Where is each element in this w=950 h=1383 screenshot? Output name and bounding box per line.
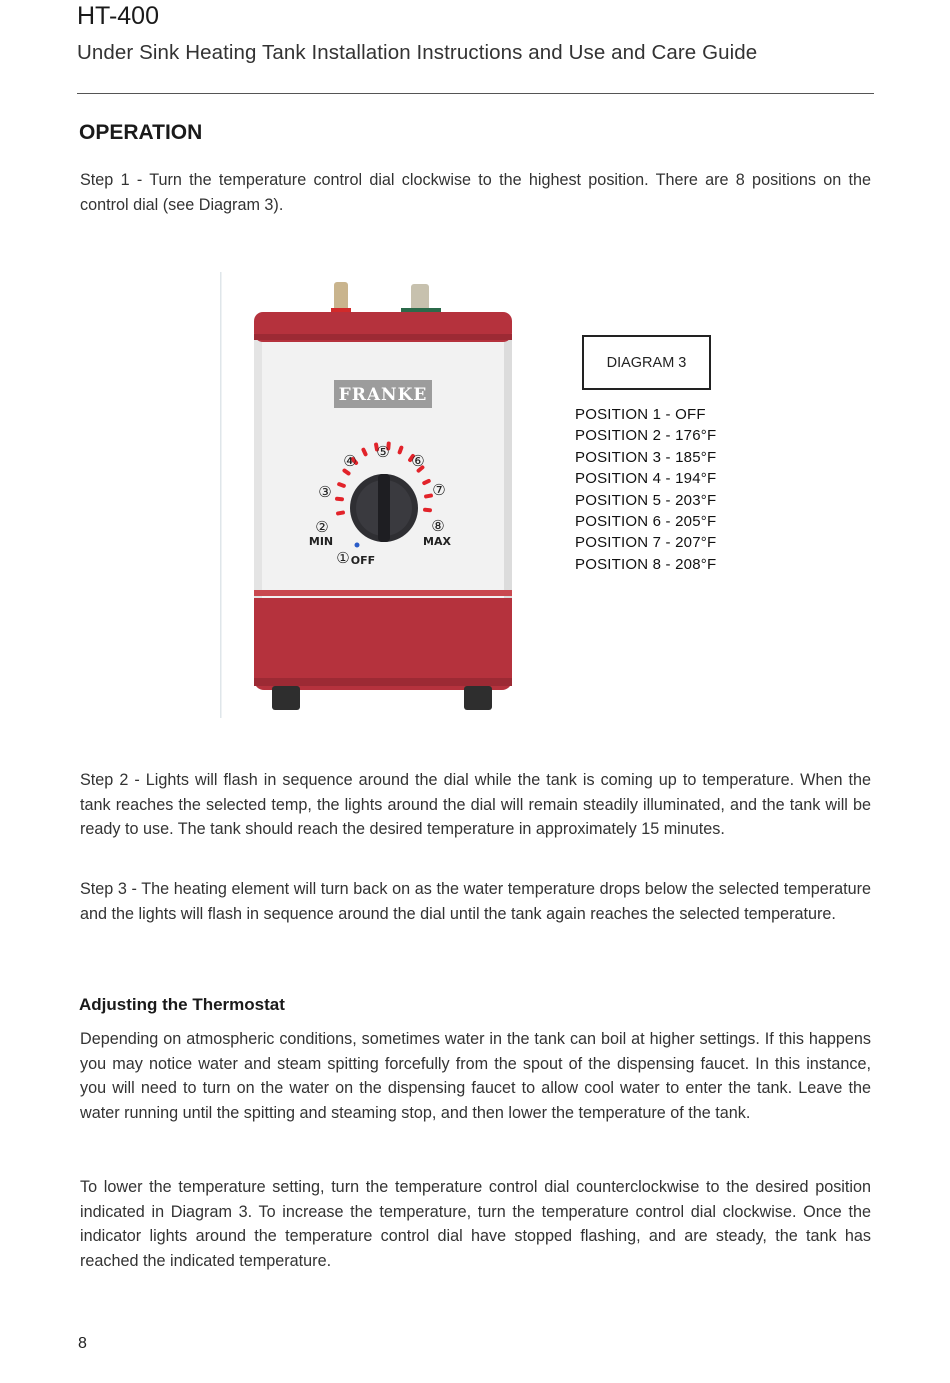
document-model: HT-400 — [77, 2, 159, 30]
position-item: POSITION 3 - 185°F — [575, 448, 717, 466]
step-3-text: Step 3 - The heating element will turn back on as the water temperature drops below the selected temperature and the lights will flash in sequence around the dial until the tank again reaches the selected temperature. — [80, 880, 871, 923]
off-indicator-dot — [355, 543, 360, 548]
section-title: OPERATION — [79, 121, 203, 144]
inlet-tube-right — [401, 284, 441, 314]
adjusting-paragraph-2: To lower the temperature setting, turn the temperature control dial counterclockwise to the desired position indicated in Diagram 3. To increase the temperature, turn the temperature control dial clockwise. Once the indicator lights around the temperature control dial have stopped flashing, and are steady, the tank has reached the indicated temperature. — [80, 1178, 871, 1270]
dial-number-6: ⑥ — [411, 452, 425, 470]
franke-logo — [334, 380, 432, 408]
inlet-tube-left — [331, 282, 351, 316]
page-number: 8 — [78, 1335, 87, 1352]
position-item: POSITION 1 - OFF — [575, 406, 706, 423]
adjusting-paragraph-1: Depending on atmospheric conditions, sometimes water in the tank can boil at higher settings. If this happens you may notice water and steam spitting forcefully from the spout of the dispensing faucet. In this instance, you will need to turn on the water on the dispensing faucet to allow cool water to enter the tank. Leave the water running until the spitting and steaming stop, and then lower the temperature of the tank. — [80, 1030, 871, 1122]
dial-number-4: ④ — [343, 452, 357, 470]
dial-number-1: ① — [336, 549, 350, 567]
dial-max-label: MAX — [423, 535, 451, 548]
dial-number-2: ② — [315, 518, 329, 536]
dial-number-5: ⑤ — [376, 443, 390, 461]
position-item: POSITION 4 - 194°F — [575, 470, 717, 488]
position-item: POSITION 7 - 207°F — [575, 534, 717, 552]
dial-number-7: ⑦ — [432, 481, 446, 499]
heating-tank-diagram — [218, 268, 548, 720]
step-1-text: Step 1 - Turn the temperature control dial clockwise to the highest position. There are 8 positions on the control dial (see Diagram 3). — [80, 171, 871, 214]
dial-off-label: OFF — [350, 554, 376, 567]
position-item: POSITION 2 - 176°F — [575, 427, 717, 445]
adjusting-thermostat-heading: Adjusting the Thermostat — [79, 995, 285, 1014]
document-subtitle: Under Sink Heating Tank Installation Instructions and Use and Care Guide — [77, 41, 758, 64]
brand-text: FRANKE — [338, 385, 428, 405]
dial-number-3: ③ — [318, 483, 332, 501]
step-2-text: Step 2 - Lights will flash in sequence around the dial while the tank is coming up to temperature. When the tank reaches the selected temp, the lights around the dial will remain steadily illuminated, and the tank will be ready to use. The tank should reach the desired temperature in approximately 15 minutes. — [80, 771, 871, 839]
dial-number-8: ⑧ — [431, 517, 445, 535]
tank-foot-left — [272, 686, 300, 710]
header-rule — [77, 93, 874, 94]
position-list — [575, 404, 716, 575]
position-item: POSITION 8 - 208°F — [575, 555, 717, 573]
diagram-label-box: DIAGRAM 3 — [582, 335, 711, 390]
tank-foot-right — [464, 686, 492, 710]
position-item: POSITION 5 - 203°F — [575, 491, 717, 509]
position-item: POSITION 6 - 205°F — [575, 513, 717, 531]
dial-min-label: MIN — [308, 535, 334, 548]
temperature-dial — [350, 474, 418, 542]
